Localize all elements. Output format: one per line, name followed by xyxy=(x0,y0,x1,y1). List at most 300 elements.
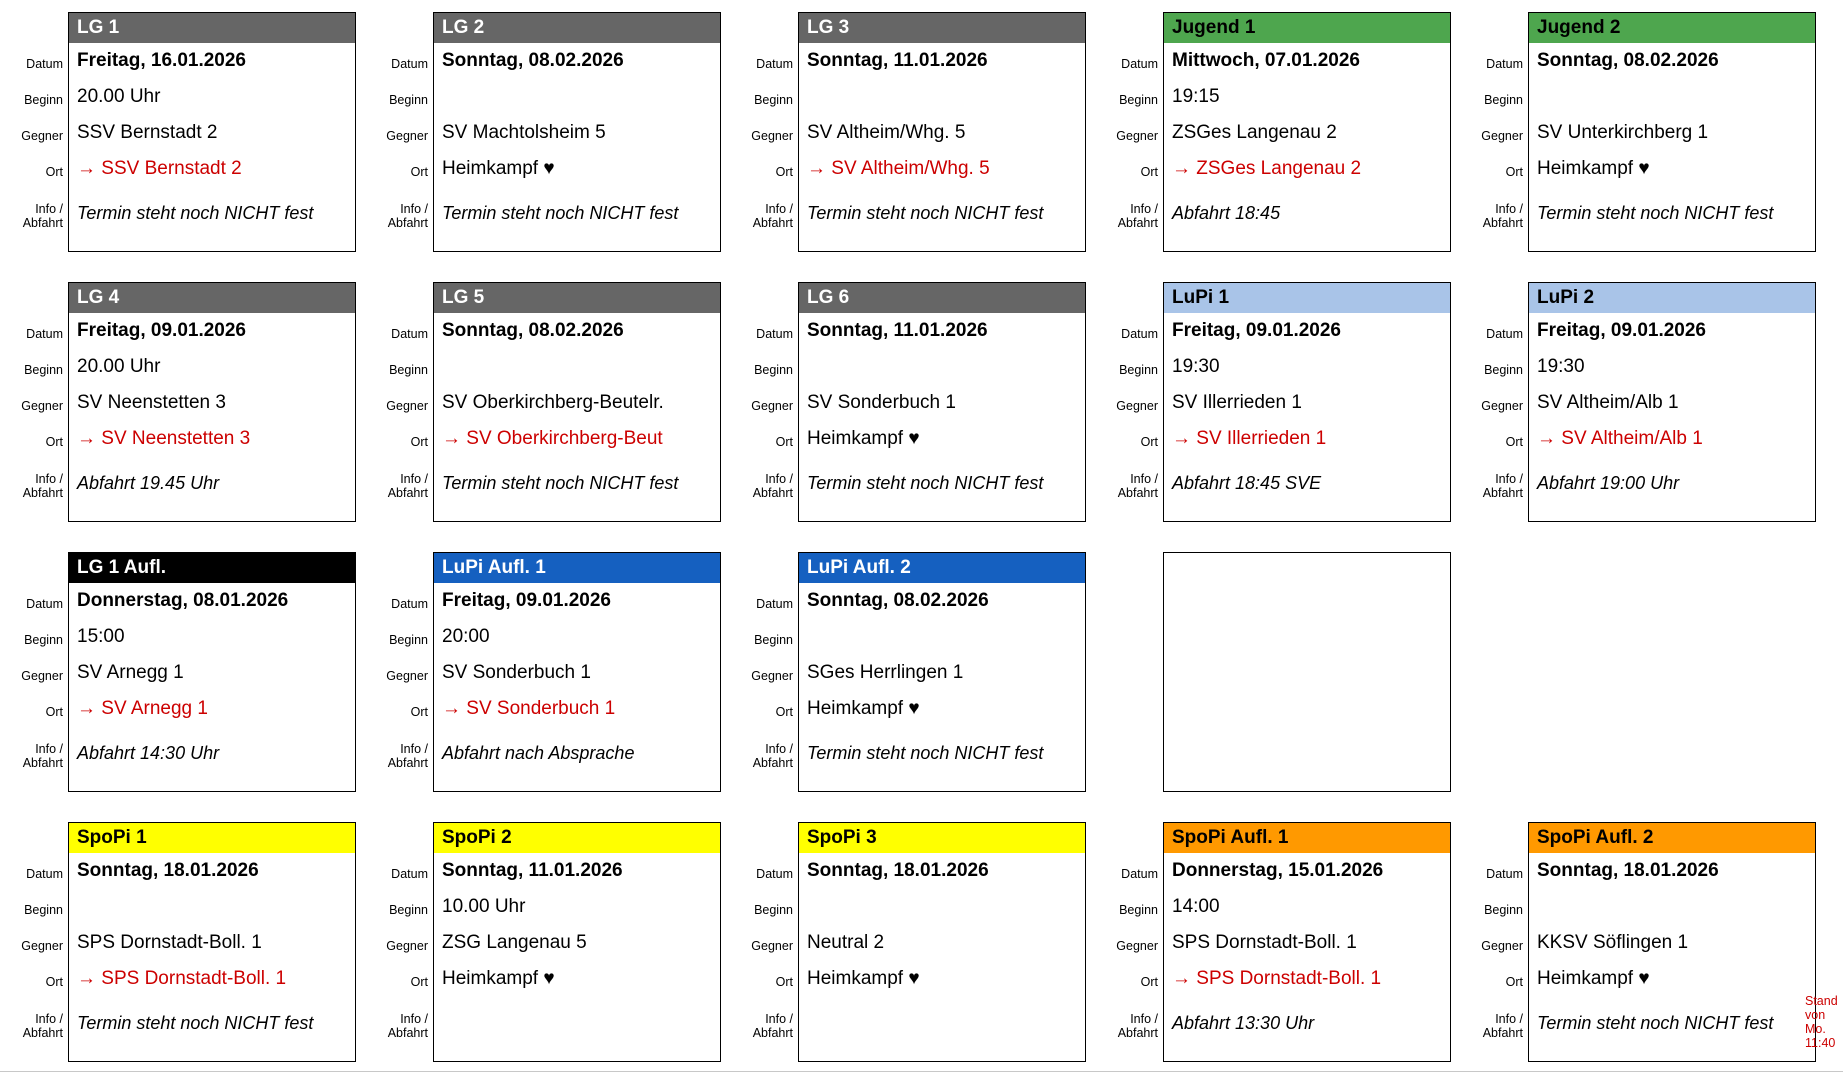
label-gegner: Gegner xyxy=(386,669,428,683)
grid-cell xyxy=(1466,8,1831,278)
label-ort: Ort xyxy=(45,435,63,449)
match-time-value: 20:00 xyxy=(442,626,490,647)
label-gegner: Gegner xyxy=(21,129,63,143)
match-location-value: → SV Arnegg 1 xyxy=(77,698,208,719)
label-datum: Datum xyxy=(756,597,793,611)
match-card-title: SpoPi 3 xyxy=(799,823,1085,853)
match-opponent-value: SV Machtolsheim 5 xyxy=(442,122,606,143)
match-info-value: Termin steht noch NICHT fest xyxy=(1537,203,1774,223)
match-date-value: Freitag, 09.01.2026 xyxy=(1537,320,1706,341)
label-beginn: Beginn xyxy=(1484,93,1523,107)
match-date-value: Sonntag, 08.02.2026 xyxy=(442,50,624,71)
match-card-row-labels xyxy=(6,856,66,1052)
match-time-value: 19:15 xyxy=(1172,86,1220,107)
label-info-line2: Abfahrt xyxy=(22,1026,63,1040)
match-card-row-labels xyxy=(1101,46,1161,242)
match-opponent-value: SV Altheim/Alb 1 xyxy=(1537,392,1679,413)
match-time-value xyxy=(1529,889,1815,925)
match-card-row-labels xyxy=(736,316,796,512)
match-date-value: Sonntag, 18.01.2026 xyxy=(807,860,989,881)
match-card-row-labels xyxy=(1101,856,1161,1052)
match-opponent-value: ZSG Langenau 5 xyxy=(442,932,587,953)
label-datum: Datum xyxy=(1121,867,1158,881)
match-time-value: 10.00 Uhr xyxy=(442,896,526,917)
match-location-value: → ZSGes Langenau 2 xyxy=(1172,158,1362,179)
label-info-line2: Abfahrt xyxy=(387,486,428,500)
match-card-title: LuPi Aufl. 1 xyxy=(434,553,720,583)
match-card-title: LuPi 2 xyxy=(1529,283,1815,313)
match-date-value: Freitag, 09.01.2026 xyxy=(442,590,611,611)
label-info-line1: Info / xyxy=(400,1012,428,1026)
label-info-line1: Info / xyxy=(1495,202,1523,216)
match-card-body xyxy=(1529,43,1815,252)
label-ort: Ort xyxy=(1140,435,1158,449)
label-info-line1: Info / xyxy=(1130,472,1158,486)
label-ort: Ort xyxy=(1140,975,1158,989)
label-beginn: Beginn xyxy=(389,363,428,377)
match-info-value: Termin steht noch NICHT fest xyxy=(77,203,314,223)
label-beginn: Beginn xyxy=(24,363,63,377)
label-info-line2: Abfahrt xyxy=(22,216,63,230)
label-datum: Datum xyxy=(391,597,428,611)
match-card[interactable] xyxy=(798,282,1086,522)
match-card-row-labels xyxy=(371,856,431,1052)
label-ort: Ort xyxy=(1505,165,1523,179)
match-time-value xyxy=(1529,79,1815,115)
label-info-line2: Abfahrt xyxy=(22,486,63,500)
match-card[interactable] xyxy=(68,552,356,792)
label-info-abfahrt xyxy=(371,460,431,512)
label-info-abfahrt xyxy=(371,1000,431,1052)
grid-cell xyxy=(6,278,371,548)
match-card[interactable] xyxy=(68,822,356,1062)
label-gegner: Gegner xyxy=(386,939,428,953)
label-ort: Ort xyxy=(1505,975,1523,989)
label-gegner: Gegner xyxy=(21,939,63,953)
match-card[interactable] xyxy=(1163,12,1451,252)
match-opponent-value: SSV Bernstadt 2 xyxy=(77,122,218,143)
match-location-value: Heimkampf ♥ xyxy=(807,698,920,719)
label-info-line1: Info / xyxy=(35,472,63,486)
match-location-value: → SV Sonderbuch 1 xyxy=(442,698,616,719)
label-beginn: Beginn xyxy=(754,633,793,647)
label-datum: Datum xyxy=(1486,867,1523,881)
match-card-body xyxy=(1529,853,1815,1062)
match-location-value: → SV Oberkirchberg-Beut xyxy=(442,428,663,449)
match-card-title: Jugend 1 xyxy=(1164,13,1450,43)
label-info-line2: Abfahrt xyxy=(387,756,428,770)
label-beginn: Beginn xyxy=(1484,903,1523,917)
label-info-line1: Info / xyxy=(765,1012,793,1026)
label-info-line1: Info / xyxy=(400,202,428,216)
match-card[interactable] xyxy=(1163,822,1451,1062)
label-datum: Datum xyxy=(756,327,793,341)
label-datum: Datum xyxy=(26,327,63,341)
match-location-value: Heimkampf ♥ xyxy=(1537,158,1650,179)
grid-cell xyxy=(371,278,736,548)
match-location-value: → SV Neenstetten 3 xyxy=(77,428,251,449)
label-info-line2: Abfahrt xyxy=(752,486,793,500)
match-card[interactable] xyxy=(433,12,721,252)
label-info-abfahrt xyxy=(371,190,431,242)
match-date-value: Freitag, 09.01.2026 xyxy=(1172,320,1341,341)
label-info-line1: Info / xyxy=(400,742,428,756)
match-location-value: → SSV Bernstadt 2 xyxy=(77,158,242,179)
match-time-value xyxy=(799,79,1085,115)
match-time-value xyxy=(799,619,1085,655)
grid-cell xyxy=(1101,278,1466,548)
match-opponent-value: Neutral 2 xyxy=(807,932,885,953)
label-gegner: Gegner xyxy=(386,129,428,143)
match-card-row-labels xyxy=(6,46,66,242)
label-beginn: Beginn xyxy=(24,633,63,647)
label-gegner: Gegner xyxy=(386,399,428,413)
grid-cell xyxy=(1101,8,1466,278)
label-info-line1: Info / xyxy=(35,1012,63,1026)
label-gegner: Gegner xyxy=(21,669,63,683)
match-card-row-labels xyxy=(736,856,796,1052)
match-time-value: 15:00 xyxy=(77,626,125,647)
match-location-value: → SV Illerrieden 1 xyxy=(1172,428,1327,449)
label-info-abfahrt xyxy=(6,190,66,242)
label-info-line1: Info / xyxy=(35,742,63,756)
match-card[interactable] xyxy=(433,282,721,522)
match-card-row-labels xyxy=(371,586,431,782)
stand-line-2: von xyxy=(1805,1008,1826,1022)
label-datum: Datum xyxy=(26,867,63,881)
match-card[interactable] xyxy=(798,822,1086,1062)
match-time-value xyxy=(69,889,355,925)
match-card-row-labels xyxy=(1466,316,1526,512)
label-info-abfahrt xyxy=(1101,1000,1161,1052)
match-opponent-value: SV Altheim/Whg. 5 xyxy=(807,122,966,143)
label-gegner: Gegner xyxy=(1116,939,1158,953)
label-datum: Datum xyxy=(1121,57,1158,71)
label-beginn: Beginn xyxy=(1119,93,1158,107)
match-date-value: Sonntag, 18.01.2026 xyxy=(1537,860,1719,881)
match-info-value: Termin steht noch NICHT fest xyxy=(807,203,1044,223)
match-opponent-value: SPS Dornstadt-Boll. 1 xyxy=(77,932,262,953)
match-card[interactable] xyxy=(1528,12,1816,252)
match-card-body xyxy=(69,43,355,252)
match-card-title: LG 4 xyxy=(69,283,355,313)
label-beginn: Beginn xyxy=(24,903,63,917)
label-ort: Ort xyxy=(410,705,428,719)
label-info-abfahrt xyxy=(371,730,431,782)
match-info-value: Termin steht noch NICHT fest xyxy=(442,473,679,493)
match-location-value: → SV Altheim/Whg. 5 xyxy=(807,158,990,179)
label-info-line2: Abfahrt xyxy=(1117,1026,1158,1040)
grid-cell xyxy=(371,548,736,818)
label-info-line2: Abfahrt xyxy=(752,216,793,230)
match-time-value xyxy=(799,349,1085,385)
stand-line-4: 11:40 xyxy=(1805,1036,1836,1050)
match-card[interactable] xyxy=(798,552,1086,792)
label-ort: Ort xyxy=(410,975,428,989)
grid-cell xyxy=(1466,818,1831,1088)
match-time-value: 20.00 Uhr xyxy=(77,356,161,377)
label-info-line2: Abfahrt xyxy=(1117,216,1158,230)
match-card-row-labels xyxy=(371,316,431,512)
label-info-abfahrt xyxy=(736,460,796,512)
match-info-value: Abfahrt 13:30 Uhr xyxy=(1172,1013,1315,1033)
label-info-line1: Info / xyxy=(765,202,793,216)
label-beginn: Beginn xyxy=(754,903,793,917)
match-location-value: Heimkampf ♥ xyxy=(442,968,555,989)
label-info-abfahrt xyxy=(736,730,796,782)
label-info-abfahrt xyxy=(736,190,796,242)
match-card[interactable] xyxy=(1528,822,1816,1062)
label-datum: Datum xyxy=(1486,327,1523,341)
label-beginn: Beginn xyxy=(389,903,428,917)
match-opponent-value: SV Neenstetten 3 xyxy=(77,392,226,413)
match-opponent-value: SV Sonderbuch 1 xyxy=(442,662,591,683)
label-gegner: Gegner xyxy=(751,669,793,683)
match-card-row-labels xyxy=(371,46,431,242)
match-info-value: Abfahrt 19:00 Uhr xyxy=(1537,473,1680,493)
grid-cell xyxy=(6,548,371,818)
match-info-value: Abfahrt 18:45 xyxy=(1172,203,1281,223)
match-time-value xyxy=(434,349,720,385)
match-location-value: Heimkampf ♥ xyxy=(807,428,920,449)
match-time-value: 20.00 Uhr xyxy=(77,86,161,107)
match-card-title: LG 5 xyxy=(434,283,720,313)
match-info-value: Termin steht noch NICHT fest xyxy=(807,473,1044,493)
match-card[interactable] xyxy=(68,12,356,252)
label-gegner: Gegner xyxy=(21,399,63,413)
label-gegner: Gegner xyxy=(751,399,793,413)
label-info-abfahrt xyxy=(1466,190,1526,242)
match-card-body xyxy=(799,853,1085,1062)
match-card-body xyxy=(434,313,720,522)
match-card-row-labels xyxy=(736,46,796,242)
match-card-row-labels xyxy=(1466,46,1526,242)
match-card-body xyxy=(434,43,720,252)
match-card[interactable] xyxy=(1528,282,1816,522)
match-location-value: Heimkampf ♥ xyxy=(807,968,920,989)
match-opponent-value: SPS Dornstadt-Boll. 1 xyxy=(1172,932,1357,953)
match-info-value: Termin steht noch NICHT fest xyxy=(1537,1013,1774,1033)
grid-cell xyxy=(736,8,1101,278)
label-beginn: Beginn xyxy=(24,93,63,107)
match-card-row-labels xyxy=(736,586,796,782)
match-card-row-labels xyxy=(1101,316,1161,512)
grid-cell xyxy=(6,818,371,1088)
match-date-value: Sonntag, 18.01.2026 xyxy=(77,860,259,881)
match-info-value: Termin steht noch NICHT fest xyxy=(442,203,679,223)
label-ort: Ort xyxy=(775,705,793,719)
match-time-value: 19:30 xyxy=(1537,356,1585,377)
label-info-line1: Info / xyxy=(1495,472,1523,486)
match-time-value: 19:30 xyxy=(1172,356,1220,377)
label-ort: Ort xyxy=(410,165,428,179)
label-beginn: Beginn xyxy=(389,633,428,647)
label-info-line1: Info / xyxy=(1130,1012,1158,1026)
label-beginn: Beginn xyxy=(1119,903,1158,917)
match-date-value: Sonntag, 11.01.2026 xyxy=(807,320,988,341)
grid-cell xyxy=(1101,548,1466,818)
match-opponent-value: SV Sonderbuch 1 xyxy=(807,392,956,413)
label-datum: Datum xyxy=(391,867,428,881)
label-info-line1: Info / xyxy=(1130,202,1158,216)
empty-match-card xyxy=(1163,552,1451,792)
label-ort: Ort xyxy=(1505,435,1523,449)
grid-cell xyxy=(371,818,736,1088)
match-location-value: → SV Altheim/Alb 1 xyxy=(1537,428,1703,449)
label-info-line1: Info / xyxy=(1495,1012,1523,1026)
label-ort: Ort xyxy=(45,165,63,179)
label-gegner: Gegner xyxy=(751,939,793,953)
match-date-value: Mittwoch, 07.01.2026 xyxy=(1172,50,1360,71)
label-info-line1: Info / xyxy=(400,472,428,486)
grid-cell xyxy=(6,8,371,278)
label-ort: Ort xyxy=(775,975,793,989)
match-location-value: → SPS Dornstadt-Boll. 1 xyxy=(1172,968,1382,989)
label-info-line2: Abfahrt xyxy=(1482,1026,1523,1040)
match-opponent-value: SV Unterkirchberg 1 xyxy=(1537,122,1709,143)
match-card-body xyxy=(799,583,1085,792)
match-location-value: Heimkampf ♥ xyxy=(1537,968,1650,989)
label-info-abfahrt xyxy=(1466,1000,1526,1052)
match-card[interactable] xyxy=(433,552,721,792)
match-info-value: Termin steht noch NICHT fest xyxy=(807,743,1044,763)
match-card-title: LG 2 xyxy=(434,13,720,43)
match-card-title: SpoPi 1 xyxy=(69,823,355,853)
match-opponent-value: SV Illerrieden 1 xyxy=(1172,392,1302,413)
label-datum: Datum xyxy=(1486,57,1523,71)
match-opponent-value: ZSGes Langenau 2 xyxy=(1172,122,1337,143)
bottom-divider xyxy=(0,1071,1843,1072)
match-card[interactable] xyxy=(798,12,1086,252)
label-ort: Ort xyxy=(45,975,63,989)
match-card-row-labels xyxy=(6,316,66,512)
match-info-value: Abfahrt 18:45 SVE xyxy=(1172,473,1322,493)
match-location-value: → SPS Dornstadt-Boll. 1 xyxy=(77,968,287,989)
match-card-body xyxy=(799,313,1085,522)
label-datum: Datum xyxy=(391,57,428,71)
match-card-body xyxy=(1164,43,1450,252)
match-card-title: LuPi Aufl. 2 xyxy=(799,553,1085,583)
match-date-value: Sonntag, 11.01.2026 xyxy=(442,860,623,881)
label-gegner: Gegner xyxy=(751,129,793,143)
label-gegner: Gegner xyxy=(1116,129,1158,143)
grid-cell xyxy=(1466,278,1831,548)
stand-note xyxy=(1805,994,1841,1050)
match-date-value: Sonntag, 08.02.2026 xyxy=(442,320,624,341)
match-card[interactable] xyxy=(433,822,721,1062)
match-date-value: Sonntag, 11.01.2026 xyxy=(807,50,988,71)
label-info-abfahrt xyxy=(6,730,66,782)
label-gegner: Gegner xyxy=(1481,129,1523,143)
grid-cell xyxy=(736,278,1101,548)
grid-cell xyxy=(1466,548,1831,818)
match-opponent-value: SGes Herrlingen 1 xyxy=(807,662,964,683)
match-card-body xyxy=(799,43,1085,252)
match-time-value xyxy=(799,889,1085,925)
match-time-value xyxy=(434,79,720,115)
match-card-body xyxy=(69,313,355,522)
label-beginn: Beginn xyxy=(389,93,428,107)
label-gegner: Gegner xyxy=(1481,399,1523,413)
label-beginn: Beginn xyxy=(754,93,793,107)
label-datum: Datum xyxy=(391,327,428,341)
label-ort: Ort xyxy=(775,435,793,449)
label-info-line2: Abfahrt xyxy=(752,1026,793,1040)
match-card-body xyxy=(1164,853,1450,1062)
match-opponent-value: SV Arnegg 1 xyxy=(77,662,184,683)
grid-cell xyxy=(736,548,1101,818)
match-card-row-labels xyxy=(1466,856,1526,1052)
grid-cell xyxy=(371,8,736,278)
match-card-body xyxy=(434,583,720,792)
label-info-abfahrt xyxy=(1101,190,1161,242)
match-card-body xyxy=(1164,313,1450,522)
match-card-row-labels xyxy=(6,586,66,782)
match-opponent-value: SV Oberkirchberg-Beutelr. xyxy=(442,392,664,413)
label-info-line1: Info / xyxy=(765,472,793,486)
match-date-value: Donnerstag, 08.01.2026 xyxy=(77,590,289,611)
match-card[interactable] xyxy=(68,282,356,522)
match-card[interactable] xyxy=(1163,282,1451,522)
match-card-title: SpoPi 2 xyxy=(434,823,720,853)
match-date-value: Donnerstag, 15.01.2026 xyxy=(1172,860,1384,881)
label-info-line2: Abfahrt xyxy=(387,1026,428,1040)
label-gegner: Gegner xyxy=(1116,399,1158,413)
label-info-line1: Info / xyxy=(765,742,793,756)
label-info-line2: Abfahrt xyxy=(387,216,428,230)
label-info-line2: Abfahrt xyxy=(1117,486,1158,500)
label-ort: Ort xyxy=(45,705,63,719)
match-info-value: Abfahrt 19.45 Uhr xyxy=(77,473,220,493)
match-date-value: Freitag, 16.01.2026 xyxy=(77,50,246,71)
label-datum: Datum xyxy=(1121,327,1158,341)
label-datum: Datum xyxy=(26,57,63,71)
label-beginn: Beginn xyxy=(1119,363,1158,377)
match-card-title: SpoPi Aufl. 2 xyxy=(1529,823,1815,853)
match-card-title: Jugend 2 xyxy=(1529,13,1815,43)
label-info-abfahrt xyxy=(6,1000,66,1052)
label-info-line2: Abfahrt xyxy=(752,756,793,770)
label-beginn: Beginn xyxy=(754,363,793,377)
match-info-value: Abfahrt 14:30 Uhr xyxy=(77,743,220,763)
grid-cell xyxy=(736,818,1101,1088)
match-info-value xyxy=(434,997,720,1049)
match-card-body xyxy=(1529,313,1815,522)
match-info-value: Abfahrt nach Absprache xyxy=(442,743,635,763)
label-info-line2: Abfahrt xyxy=(1482,216,1523,230)
match-card-title: LG 3 xyxy=(799,13,1085,43)
label-ort: Ort xyxy=(1140,165,1158,179)
match-card-title: LG 1 xyxy=(69,13,355,43)
label-info-line2: Abfahrt xyxy=(22,756,63,770)
label-datum: Datum xyxy=(26,597,63,611)
label-info-abfahrt xyxy=(1466,460,1526,512)
label-info-abfahrt xyxy=(1101,460,1161,512)
label-info-abfahrt xyxy=(736,1000,796,1052)
label-info-line1: Info / xyxy=(35,202,63,216)
stand-line-3: Mo. xyxy=(1805,1022,1826,1036)
label-ort: Ort xyxy=(775,165,793,179)
label-ort: Ort xyxy=(410,435,428,449)
match-location-value: Heimkampf ♥ xyxy=(442,158,555,179)
match-info-value: Termin steht noch NICHT fest xyxy=(77,1013,314,1033)
match-card-body xyxy=(69,853,355,1062)
grid-cell xyxy=(1101,818,1466,1088)
label-info-abfahrt xyxy=(6,460,66,512)
match-time-value: 14:00 xyxy=(1172,896,1220,917)
match-card-title: SpoPi Aufl. 1 xyxy=(1164,823,1450,853)
label-info-line2: Abfahrt xyxy=(1482,486,1523,500)
